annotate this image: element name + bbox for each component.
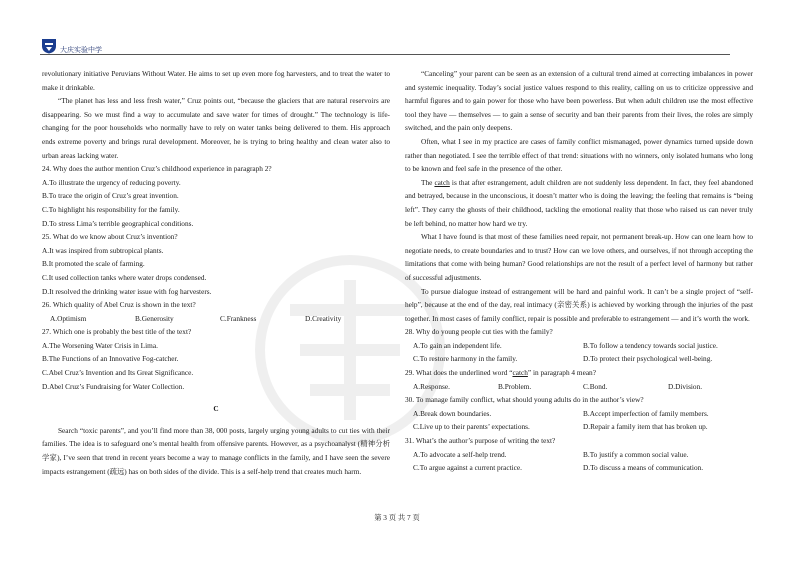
header-divider	[40, 54, 730, 55]
q28-options-row-1	[413, 339, 753, 353]
q29-tail: ” in paragraph 4 mean?	[527, 368, 596, 378]
q30-option-c: C.Live up to their parents’ expectations.	[413, 422, 530, 432]
q25-option-b: B.It promoted the scale of farming.	[42, 259, 145, 269]
para-4-lead: The	[421, 177, 435, 187]
q31-options-row-1	[413, 448, 753, 462]
q29-option-a: A.Response.	[413, 381, 450, 391]
page-number: 第 3 页 共 7 页	[374, 513, 420, 522]
passage-c-intro: Search “toxic parents”, and you’ll find more than 38, 000 posts, largely urging young adults to cut ties with their families. The idea is to safeguard one’s mental health from offensive parents. However, as a psychoanalyst (精神分析学家), I’ve seen that trend in recent years become a way to manage conflicts in the family, and I have seen the severe impacts estrangement (疏远) has on both sides of the divide. This is a self-help trend that creates much harm.	[42, 425, 390, 476]
question-30: 30. To manage family conflict, what should young adults do in the author’s view?	[405, 395, 644, 405]
q24-option-b: B.To trace the origin of Cruz’s great invention.	[42, 191, 179, 201]
question-25: 25. What do we know about Cruz’s invention?	[42, 232, 178, 242]
passage-b-para-ending: revolutionary initiative Peruvians Without Water. He aims to set up even more fog harvesters, and to treat the water to make it drinkable.	[42, 69, 390, 92]
question-31: 31. What’s the author’s purpose of writing the text?	[405, 436, 556, 446]
q31-options-row-2	[413, 461, 753, 475]
section-c-heading: C	[213, 404, 219, 414]
q29-option-c: C.Bond.	[583, 381, 608, 391]
q25-option-c: C.It used collection tanks where water drops condensed.	[42, 272, 207, 282]
q26-option-a: A.Optimism	[50, 313, 87, 323]
q30-options-row-2	[413, 420, 753, 434]
right-column	[405, 67, 753, 475]
question-26: 26. Which quality of Abel Cruz is shown in the text?	[42, 300, 196, 310]
q28-option-c: C.To restore harmony in the family.	[413, 354, 518, 364]
q29-option-b: B.Problem.	[498, 381, 532, 391]
q27-option-c: C.Abel Cruz’s Invention and Its Great Significance.	[42, 368, 194, 378]
q25-option-a: A.It was inspired from subtropical plants.	[42, 245, 164, 255]
q25-option-d: D.It resolved the drinking water issue with fog harvesters.	[42, 286, 212, 296]
q30-options-row-1	[413, 407, 753, 421]
q31-option-d: D.To discuss a means of communication.	[583, 463, 704, 473]
q29-lead: 29. What does the underlined word “	[405, 368, 513, 378]
school-name: 大庆实验中学	[60, 46, 102, 54]
para-4-body: is that after estrangement, adult children are not suddenly less dependent. In fact, they feel abandoned and betrayed, because in the unconscious, it doesn’t matter who is doing the leaving; the feeling that remains is “being left”. They carry the ghosts of their childhood, tackling the emotional reality that those who raised us can never truly be left behind, no matter how hard we try.	[405, 177, 753, 228]
q27-option-a: A.The Worsening Water Crisis in Lima.	[42, 340, 158, 350]
q29-options	[413, 380, 753, 394]
q29-option-d: D.Division.	[668, 381, 703, 391]
question-29	[405, 366, 753, 380]
q30-option-b: B.Accept imperfection of family members.	[583, 408, 709, 418]
passage-b-para-quote: “The planet has less and less fresh water,” Cruz points out, “because the glaciers that are natural reservoirs are disappearing. So we must find a way to accumulate and save water for times of drought.” The technology is life-changing for the poor households who normally have to rely on water tanks being delivered to them. His approach ends extreme poverty and brings rural development. Moreover, he is trying to bring healthy and clean water also to urban areas lacking water.	[42, 96, 390, 160]
q24-option-c: C.To highlight his responsibility for the family.	[42, 204, 180, 214]
q28-option-b: B.To follow a tendency towards social justice.	[583, 340, 718, 350]
q31-option-c: C.To argue against a current practice.	[413, 463, 522, 473]
passage-c-para-4	[405, 176, 753, 230]
q27-option-b: B.The Functions of an Innovative Fog-catcher.	[42, 354, 179, 364]
q26-option-c: C.Frankness	[220, 313, 257, 323]
passage-c-para-5: What I have found is that most of these families need repair, not permanent break-up. How can one learn how to negotiate needs, to create boundaries and to trust? How can we love others, and ourselves, if not through accepting the limitations that come with being human? Good relationships are not the result of a perfect level of harmony but rather of successful adjustments.	[405, 232, 753, 282]
q30-option-d: D.Repair a family item that has broken up.	[583, 422, 708, 432]
q26-option-b: B.Generosity	[135, 313, 174, 323]
passage-c-para-2: “Canceling” your parent can be seen as an extension of a cultural trend aimed at correcting imbalances in power and systemic inequality. Today’s social justice values respond to this reality, calling on us to criticize oppressive and harmful figures and to gain power for those who have been powerless. But when adult children use the most effective tool they have — themselves — to gain a sense of security and ban their parents from their lives, the roles are simply switched, and the pain only deepens.	[405, 69, 753, 133]
underlined-word-catch: catch	[434, 177, 450, 187]
q29-underlined-word: catch	[512, 368, 528, 378]
q27-option-d: D.Abel Cruz’s Fundraising for Water Collection.	[42, 381, 185, 391]
q30-option-a: A.Break down boundaries.	[413, 408, 492, 418]
q24-option-a: A.To illustrate the urgency of reducing poverty.	[42, 177, 181, 187]
q28-option-d: D.To protect their psychological well-being.	[583, 354, 713, 364]
q26-option-d: D.Creativity	[305, 313, 342, 323]
q31-option-a: A.To advocate a self-help trend.	[413, 449, 507, 459]
question-28: 28. Why do young people cut ties with the family?	[405, 327, 553, 337]
left-column	[42, 67, 390, 478]
passage-c-para-3: Often, what I see in my practice are cases of family conflict mismanaged, power dynamics turned upside down rather than negotiated. I see the terrible effect of that trend: situations with no winners, only isolated humans who long to be known and feel safe in the presence of the other.	[405, 136, 753, 174]
q26-options	[50, 312, 390, 326]
q24-option-d: D.To stress Lima’s terrible geographical conditions.	[42, 218, 194, 228]
question-24: 24. Why does the author mention Cruz’s childhood experience in paragraph 2?	[42, 164, 272, 174]
passage-c-para-6: To pursue dialogue instead of estrangement will be hard and painful work. It can’t be a single project of “self-help”, because at the end of the day, real intimacy (亲密关系) is achieved by working through the injuries of the past together. In most cases of family conflict, repair is possible and preferable to estrangement — and it’s worth the work.	[405, 286, 753, 323]
question-27: 27. Which one is probably the best title of the text?	[42, 327, 192, 337]
q31-option-b: B.To justify a common social value.	[583, 449, 689, 459]
q28-options-row-2	[413, 352, 753, 366]
q28-option-a: A.To gain an independent life.	[413, 340, 502, 350]
school-crest-icon	[40, 38, 58, 54]
